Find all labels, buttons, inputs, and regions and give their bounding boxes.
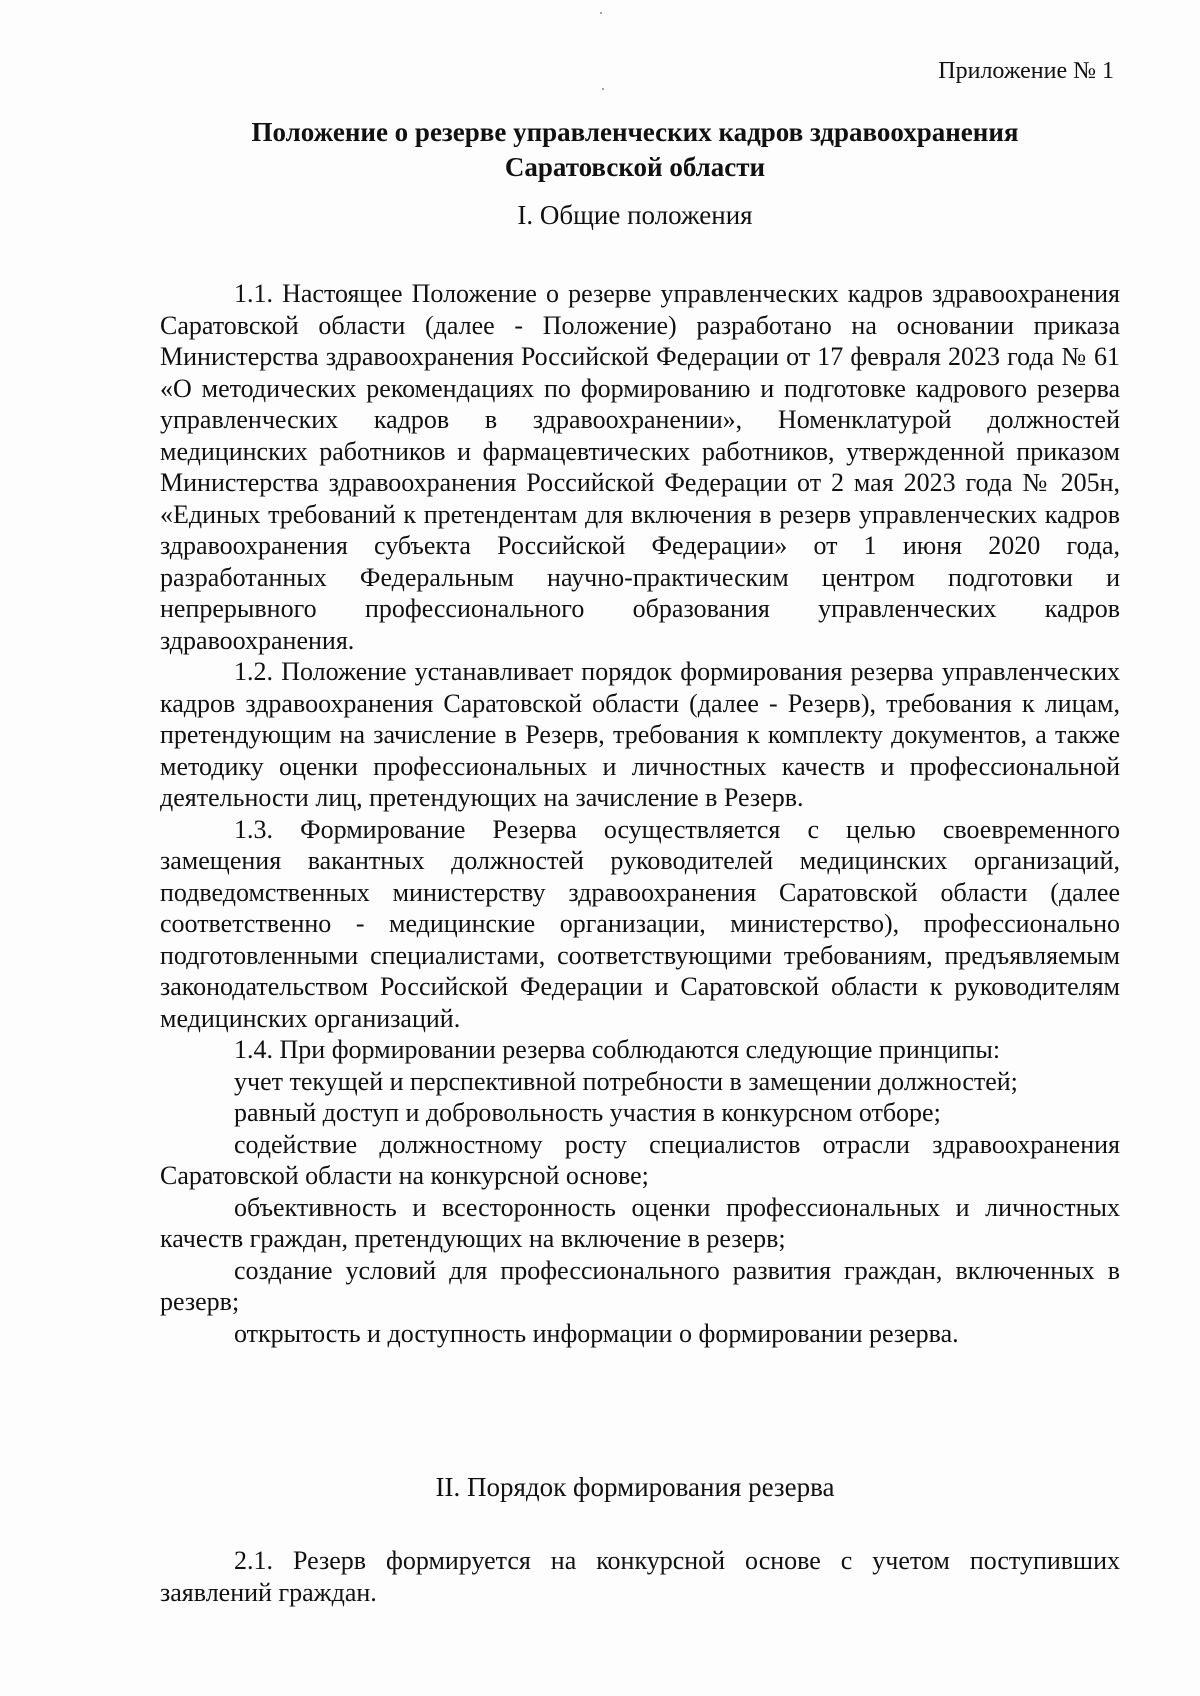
section-1-heading: I. Общие положения	[517, 200, 753, 230]
principle-item: содействие должностному росту специалистов отрасли здравоохранения Саратовской области на конкурсной основе;	[160, 1129, 1120, 1190]
title-line-2: Саратовской области	[504, 152, 766, 182]
paragraph-1-4: 1.4. При формировании резерва соблюдаются следующие принципы:	[234, 1035, 1001, 1064]
document-title	[160, 115, 1110, 185]
scan-speck	[602, 88, 604, 90]
principle-item: учет текущей и перспективной потребности в замещении должностей;	[234, 1066, 1018, 1096]
scan-speck	[600, 12, 602, 14]
principle-item: объективность и всесторонность оценки профессиональных и личностных качеств граждан, претендующих на включение в резерв;	[160, 1192, 1120, 1253]
principle-item: открытость и доступность информации о формировании резерва.	[234, 1318, 959, 1348]
annex-label: Приложение № 1	[938, 58, 1114, 84]
principle-item: создание условий для профессионального развития граждан, включенных в резерв;	[160, 1255, 1120, 1316]
section-2-heading: II. Порядок формирования резерва	[435, 1472, 835, 1502]
paragraph-2-1: 2.1. Резерв формируется на конкурсной основе с учетом поступивших заявлений граждан.	[160, 1546, 1120, 1607]
paragraph-1-1: 1.1. Настоящее Положение о резерве управленческих кадров здравоохранения Саратовской области (далее - Положение) разработано на основании приказа Министерства здравоохранения Российской Федерации от 17 февраля 2023 года № 61 «О методических рекомендациях по формированию и подготовке кадрового резерва управленческих кадров в здравоохранении», Номенклатурой должностей медицинских работников и фармацевтических работников, утвержденной приказом Министерства здравоохранения Российской Федерации от 2 мая 2023 года № 205н, «Единых требований к претендентам для включения в резерв управленческих кадров здравоохранения субъекта Российской Федерации» от 1 июня 2020 года, разработанных Федеральным научно-практическим центром подготовки и непрерывного профессионального образования управленческих кадров здравоохранения.	[160, 279, 1120, 655]
paragraph-1-2: 1.2. Положение устанавливает порядок формирования резерва управленческих кадров здравоохранения Саратовской области (далее - Резерв), требования к лицам, претендующим на зачисление в Резерв, требования к комплекту документов, а также методику оценки профессиональных и личностных качеств и профессиональной деятельности лиц, претендующих на зачисление в Резерв.	[160, 657, 1120, 812]
principle-item: равный доступ и добровольность участия в конкурсном отборе;	[234, 1098, 941, 1127]
paragraph-1-3: 1.3. Формирование Резерва осуществляется с целью своевременного замещения вакантных должностей руководителей медицинских организаций, подведомственных министерству здравоохранения Саратовской области (далее соответственно - медицинские организации, министерство), профессионально подготовленными специалистами, соответствующими требованиям, предъявляемым законодательством Российской Федерации и Саратовской области к руководителям медицинских организаций.	[160, 814, 1120, 1033]
section-1-body	[160, 278, 1120, 1349]
title-line-1: Положение о резерве управленческих кадров здравоохранения	[251, 117, 1019, 147]
section-2-body	[160, 1545, 1120, 1608]
